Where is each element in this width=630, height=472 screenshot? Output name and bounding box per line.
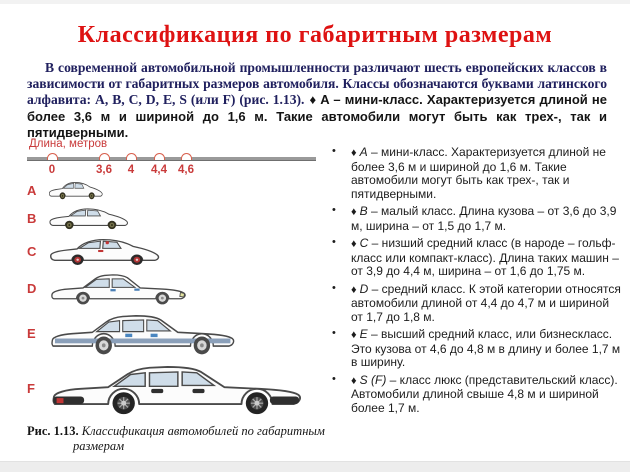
class-description: – высший средний класс, или бизнескласс. Это кузова от 4,6 до 4,8 м в длину и более 1,7 м в ширину.	[351, 327, 621, 369]
car-row-E	[27, 311, 322, 355]
intro-serif-text: В современной автомобильной промышленности различают шесть европейских классов в зависимости от габаритных размеров автомобиля. Классы обозначаются буквами латинского алфавита: A, B, C, D, E, S (или F) (рис. 1.13).	[27, 60, 607, 108]
bullet-dot-icon: •	[332, 145, 336, 157]
car-row-D	[27, 272, 322, 305]
class-letter: E	[359, 327, 368, 341]
ruler-tick-label: 4,4	[151, 164, 167, 176]
diamond-icon: ♦	[351, 283, 360, 296]
ruler-tick-label: 4,6	[178, 164, 194, 176]
car-illustration-D	[48, 272, 188, 305]
slide-edge-bottom	[0, 461, 630, 472]
class-letter-label: F	[27, 380, 35, 396]
car-illustration-F	[48, 361, 306, 415]
ruler-tick-mark	[181, 153, 192, 160]
class-letter-label: C	[27, 243, 37, 259]
class-letter: S (F)	[359, 372, 387, 387]
page-title: Классификация по габаритным размерам	[77, 22, 553, 48]
bullet-dot-icon: •	[332, 327, 336, 339]
ruler-line	[27, 157, 316, 161]
car-illustration-C	[48, 236, 162, 266]
diamond-icon: ♦	[351, 206, 360, 218]
class-letter: D	[359, 281, 369, 296]
class-bullet-item	[330, 237, 624, 279]
caption-text: Классификация автомобилей по габаритным размерам	[73, 424, 325, 453]
class-bullet-item	[330, 283, 624, 325]
ruler-tick-labels	[27, 163, 322, 178]
class-description: – малый класс. Длина кузова – от 3,6 до 3,9 м, ширина – от 1,5 до 1,7 м.	[351, 204, 617, 233]
intro-sans-text: ♦ A – мини-класс. Характеризуется длиной не более 3,6 м и шириной до 1,6 м. Такие автомобили могут быть как трех-, так и пятидверными.	[27, 92, 607, 140]
class-letter-label: E	[27, 325, 36, 341]
intro-paragraph	[27, 60, 607, 141]
class-bullet-item	[330, 374, 624, 416]
ruler-tick-label: 3,6	[96, 164, 112, 176]
diamond-icon: ♦	[351, 374, 360, 387]
car-illustration-B	[48, 206, 130, 230]
ruler-tick-mark	[154, 153, 165, 160]
caption-number: Рис. 1.13.	[27, 424, 79, 438]
class-description: – средний класс. К этой категории относятся автомобили длиной от 4,4 до 4,7 м и шириной от 1,7 до 1,8 м.	[351, 281, 621, 324]
car-size-rows	[27, 180, 322, 415]
class-bullet-item	[330, 146, 624, 201]
class-bullet-item	[330, 205, 624, 233]
class-letter: A	[359, 145, 368, 159]
car-illustration-E	[48, 311, 238, 355]
car-row-F	[27, 361, 322, 415]
class-bullet-item	[330, 328, 624, 370]
figure-caption	[27, 424, 363, 454]
car-illustration-A	[48, 180, 104, 200]
ruler-tick-label: 0	[48, 164, 56, 176]
car-row-A	[27, 180, 322, 200]
class-description: – мини-класс. Характеризуется длиной не более 3,6 м и шириной до 1,6 м. Такие автомобили могут быть как трех-, так и пятидверными.	[351, 145, 606, 201]
axis-label: Длина, метров	[29, 138, 108, 150]
class-letter-label: A	[27, 182, 37, 198]
class-letter-label: D	[27, 281, 37, 296]
slide-edge-top	[0, 0, 630, 4]
ruler-tick-mark	[126, 153, 137, 160]
bullet-dot-icon: •	[332, 372, 336, 385]
diamond-icon: ♦	[351, 329, 360, 341]
class-bullet-list	[330, 146, 624, 419]
length-ruler	[27, 152, 322, 163]
ruler-tick-mark	[47, 153, 58, 160]
figure-diagram	[27, 138, 325, 454]
class-letter-label: B	[27, 210, 37, 226]
class-letter: B	[359, 204, 368, 218]
bullet-dot-icon: •	[332, 281, 336, 294]
bullet-dot-icon: •	[332, 204, 336, 216]
class-description: – низший средний класс (в народе – гольф-класс или компакт-класс). Длина таких машин – от 3,9 до 4,4 м, ширина – от 1,6 до 1,75 м.	[351, 236, 619, 278]
ruler-tick-mark	[99, 153, 110, 160]
diamond-icon: ♦	[351, 238, 360, 250]
class-description: – класс люкс (представительский класс). Автомобили длиной свыше 4,8 м и шириной более 1,7 м.	[351, 372, 618, 415]
car-row-B	[27, 206, 322, 230]
class-letter: C	[359, 236, 369, 250]
car-row-C	[27, 236, 322, 266]
ruler-tick-label: 4	[127, 164, 135, 176]
bullet-dot-icon: •	[332, 236, 336, 248]
diamond-icon: ♦	[351, 147, 360, 159]
